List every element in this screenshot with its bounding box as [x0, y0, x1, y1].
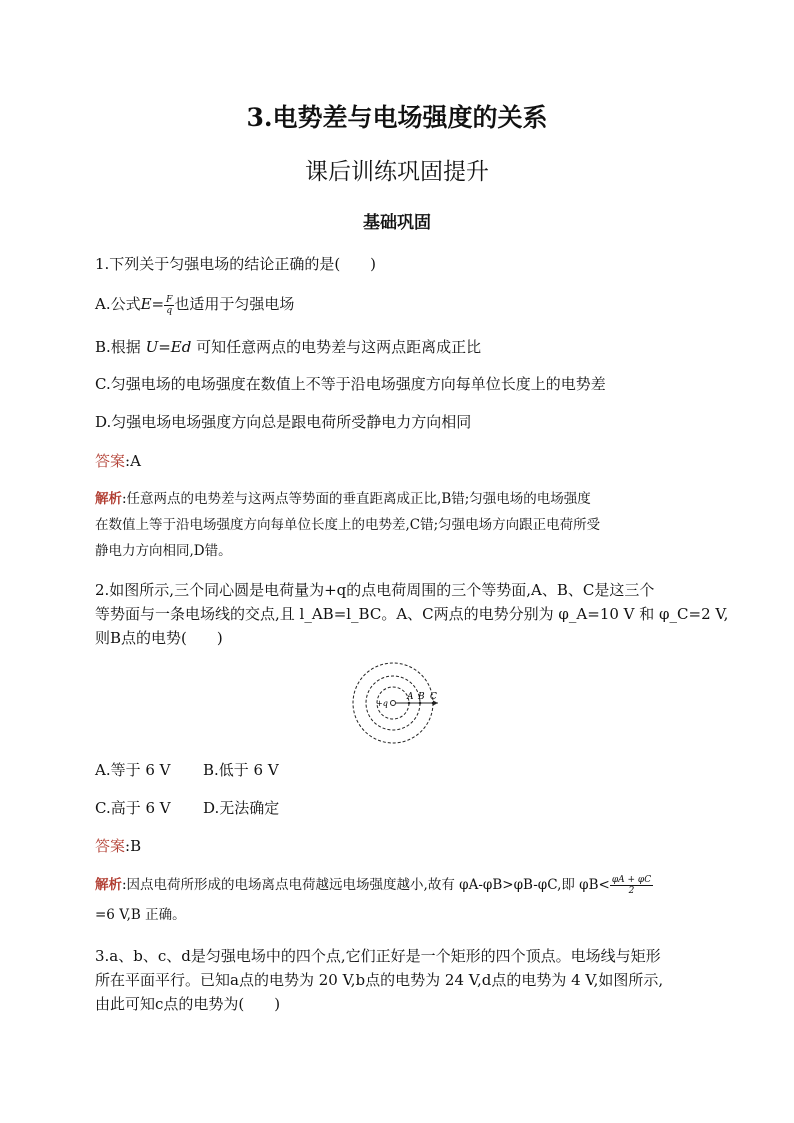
q2-option-d: D.无法确定 [203, 799, 280, 817]
q1-option-b-formula: U=Ed [145, 338, 192, 356]
q1-option-d: D.匀强电场电场强度方向总是跟电荷所受静电力方向相同 [95, 413, 472, 431]
q1-option-b [95, 337, 481, 357]
q1-option-c: C.匀强电场的电场强度在数值上不等于沿电场强度方向每单位长度上的电势差 [95, 375, 606, 393]
answer-value: :B [125, 837, 142, 855]
q1-option-a [95, 294, 294, 316]
q2-explanation-line-2: =6 V,B 正确。 [95, 907, 186, 923]
explanation-fraction [610, 875, 653, 896]
page-subtitle: 课后训练巩固提升 [305, 159, 489, 185]
explanation-label: 解析 [95, 491, 122, 507]
explanation-label: 解析 [95, 877, 122, 893]
q3-stem-line-1: 3.a、b、c、d是匀强电场中的四个点,它们正好是一个矩形的四个顶点。电场线与矩形 [95, 947, 661, 965]
fraction-denominator: 2 [628, 886, 635, 896]
section-heading: 基础巩固 [363, 213, 431, 233]
fraction-numerator: φA + φC [611, 875, 652, 885]
q1-explanation-line-2: 在数值上等于沿电场强度方向每单位长度上的电势差,C错;匀强电场方向跟正电荷所受 [95, 517, 601, 533]
fraction-denominator: q [166, 305, 173, 316]
point-charge-dot [391, 701, 396, 706]
explanation-text: :因点电荷所形成的电场离点电荷越远电场强度越小,故有 φA-φB>φB-φC,即 φB< [122, 877, 610, 893]
label-b: B [418, 692, 425, 702]
fraction-numerator: F [166, 294, 173, 305]
charge-label: +q [376, 699, 388, 708]
q1-option-b-pre: B.根据 [95, 338, 141, 356]
q1-stem: 1.下列关于匀强电场的结论正确的是( ) [95, 255, 377, 273]
page-title: 3.电势差与电场强度的关系 [246, 103, 548, 132]
point-a-marker [408, 702, 411, 705]
q3-stem-line-3: 由此可知c点的电势为( ) [95, 995, 281, 1013]
label-a: A [407, 692, 414, 702]
q2-explanation-line-1 [95, 872, 653, 898]
answer-label: 答案 [95, 837, 126, 855]
q1-answer [95, 451, 141, 471]
q1-explanation-line-1 [95, 486, 591, 512]
q1-option-a-post: 也适用于匀强电场 [174, 295, 295, 313]
explanation-text: :任意两点的电势差与这两点等势面的垂直距离成正比,B错;匀强电场的电场强度 [122, 491, 591, 507]
q1-option-b-post: 可知任意两点的电势差与这两点距离成正比 [196, 338, 482, 356]
q2-stem-line-1: 2.如图所示,三个同心圆是电荷量为+q的点电荷周围的三个等势面,A、B、C是这三个 [95, 581, 655, 599]
q3-stem-line-2: 所在平面平行。已知a点的电势为 20 V,b点的电势为 24 V,d点的电势为 4 V,如图所示, [95, 971, 664, 989]
point-b-marker [419, 702, 422, 705]
q1-option-a-fraction [164, 295, 174, 316]
q2-option-a: A.等于 6 V [95, 761, 171, 779]
point-c-marker [432, 702, 435, 705]
q2-stem-line-3: 则B点的电势( ) [95, 629, 223, 647]
answer-value: :A [125, 452, 141, 470]
q1-explanation-line-3: 静电力方向相同,D错。 [95, 543, 232, 559]
answer-label: 答案 [95, 452, 126, 470]
q2-stem-line-2: 等势面与一条电场线的交点,且 l_AB=l_BC。A、C两点的电势分别为 φ_A=10 V 和 φ_C=2 V, [95, 605, 729, 623]
q2-option-c: C.高于 6 V [95, 799, 171, 817]
label-c: C [430, 692, 437, 702]
concentric-equipotential-figure [350, 662, 440, 748]
q1-option-a-e: E= [140, 295, 165, 313]
q2-option-b: B.低于 6 V [203, 761, 279, 779]
q1-option-a-pre: A.公式 [95, 295, 141, 313]
q2-answer [95, 836, 141, 856]
